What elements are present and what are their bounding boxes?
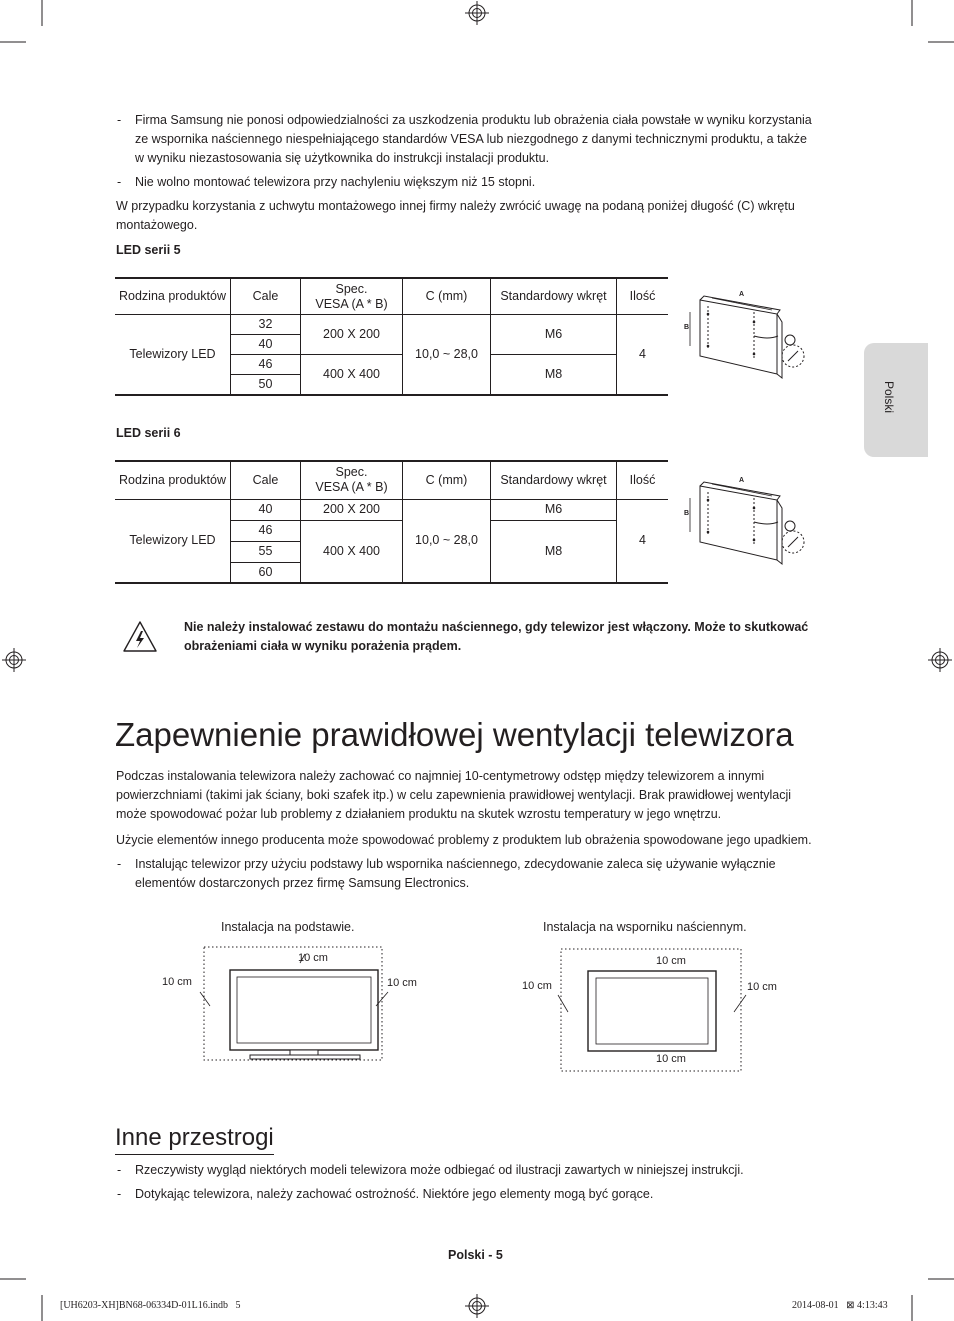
- print-date-info: 2014-08-01 ⊠ 4:13:43: [792, 1300, 888, 1311]
- inches-cell: 46: [231, 355, 301, 375]
- ventilation-paragraph-1: Podczas instalowania telewizora należy zachować co najmniej 10-centymetrowy odstęp między telewizorem a innymi powierzchniami (takimi jak ściany, boki szafek itp.) w celu zapewnienia prawidłowej wentylacji. Brak prawidłowej wentylacji może spowodować pożar lub problemy z działaniem produktu na skutek wzrostu temperatury w jego wnętrzu.: [116, 769, 792, 821]
- header-inches: Cale: [231, 278, 301, 315]
- print-file-info: [UH6203-XH]BN68-06334D-01L16.indb 5: [60, 1300, 241, 1311]
- inches-cell: 50: [231, 375, 301, 395]
- header-vesa: Spec. VESA (A * B): [301, 278, 403, 315]
- family-cell: Telewizory LED: [115, 315, 231, 395]
- qty-cell: 4: [617, 315, 669, 395]
- header-screw: Standardowy wkręt: [491, 278, 617, 315]
- electric-hazard-icon: [122, 620, 158, 654]
- qty-cell: 4: [617, 499, 669, 583]
- inches-cell: 40: [231, 335, 301, 355]
- header-c: C (mm): [403, 278, 491, 315]
- page-number: Polski - 5: [448, 1248, 503, 1262]
- distance-label: 10 cm: [298, 952, 328, 964]
- stand-ventilation-diagram: [150, 940, 400, 1065]
- c-cell: 10,0 ~ 28,0: [403, 499, 491, 583]
- distance-label: 10 cm: [656, 955, 686, 967]
- header-qty: Ilość: [617, 461, 669, 499]
- inches-cell: 46: [231, 520, 301, 541]
- series6-title: LED serii 6: [116, 426, 181, 440]
- screw-cell: M6: [491, 499, 617, 520]
- header-inches: Cale: [231, 461, 301, 499]
- distance-label: 10 cm: [162, 976, 192, 988]
- inches-cell: 55: [231, 541, 301, 562]
- distance-label: 10 cm: [656, 1053, 686, 1065]
- vesa-cell: 200 X 200: [301, 315, 403, 355]
- header-vesa: Spec. VESA (A * B): [301, 461, 403, 499]
- label-a: A: [739, 291, 745, 298]
- language-tab: [864, 343, 928, 457]
- wall-caption: Instalacja na wsporniku naściennym.: [543, 920, 747, 934]
- screw-cell: M6: [491, 315, 617, 355]
- stand-caption: Instalacja na podstawie.: [221, 920, 355, 934]
- ventilation-title: Zapewnienie prawidłowej wentylacji telewizora: [115, 716, 794, 753]
- label-a: A: [739, 477, 745, 484]
- inches-cell: 60: [231, 562, 301, 583]
- vesa-cell: 400 X 400: [301, 520, 403, 583]
- label-b: B: [684, 510, 690, 517]
- wall-mount-diagram: [682, 474, 812, 566]
- language-tab-label: Polski: [882, 381, 896, 414]
- series5-spec-table: [115, 277, 668, 396]
- label-b: B: [684, 324, 690, 331]
- distance-label: 10 cm: [387, 977, 417, 989]
- header-screw: Standardowy wkręt: [491, 461, 617, 499]
- c-cell: 10,0 ~ 28,0: [403, 315, 491, 395]
- wall-mount-diagram: [682, 288, 812, 380]
- header-family: Rodzina produktów: [115, 278, 231, 315]
- series6-spec-table: [115, 460, 668, 584]
- warning-text: Nie należy instalować zestawu do montażu naściennego, gdy telewizor jest włączony. Może to skutkować obrażeniami ciała w wyniku porażenia prądem.: [184, 620, 809, 653]
- family-cell: Telewizory LED: [115, 499, 231, 583]
- header-c: C (mm): [403, 461, 491, 499]
- ventilation-paragraph-2: Użycie elementów innego producenta może spowodować problemy z produktem lub obrażenia spowodowane jego upadkiem.: [116, 833, 812, 847]
- series5-title: LED serii 5: [116, 243, 181, 257]
- screw-cell: M8: [491, 520, 617, 583]
- intro-paragraph: W przypadku korzystania z uchwytu montażowego innej firmy należy zwrócić uwagę na podaną poniżej długość (C) wkrętu montażowego.: [116, 199, 795, 232]
- header-qty: Ilość: [617, 278, 669, 315]
- wall-ventilation-diagram: [520, 940, 770, 1075]
- screw-cell: M8: [491, 355, 617, 395]
- distance-label: 10 cm: [522, 980, 552, 992]
- vesa-cell: 400 X 400: [301, 355, 403, 395]
- header-family: Rodzina produktów: [115, 461, 231, 499]
- inches-cell: 40: [231, 499, 301, 520]
- inches-cell: 32: [231, 315, 301, 335]
- distance-label: 10 cm: [747, 981, 777, 993]
- other-precautions-title: Inne przestrogi: [115, 1124, 274, 1155]
- vesa-cell: 200 X 200: [301, 499, 403, 520]
